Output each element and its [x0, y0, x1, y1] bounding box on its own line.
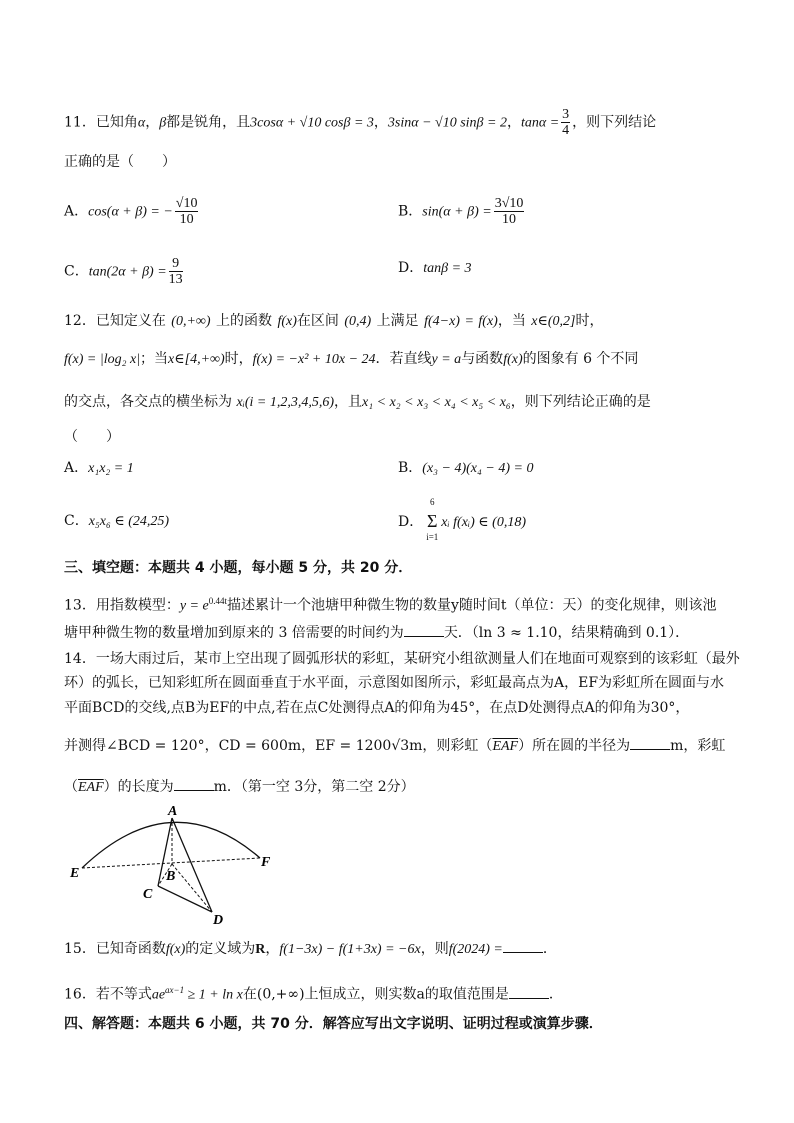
segment-CD — [158, 886, 212, 912]
q12-stem-line2: f(x) = |log₂ x|；当x∈[4,+∞)时，f(x) = −x² + 10x − 24．若直线y = a与函数f(x)的图象有 6 个不同 — [64, 351, 639, 367]
label-B: B — [166, 869, 176, 884]
q16-line: 16．若不等式$ae^{ax-1} \ge 1 + \ln x$在(0,+∞)上恒成立，则实数a的取值范围是 ． — [64, 985, 563, 1003]
q11-option-b[interactable]: B．sin(α + β) = $\frac{3√10}{10}$ — [398, 196, 524, 227]
q15-answer-blank[interactable] — [503, 938, 543, 953]
q14-line5: $(\overline{EAF})$的长度为 m．（第一空 3分，第二空 2分） — [64, 776, 415, 798]
rainbow-diagram — [62, 804, 282, 929]
q11-tan-fraction: $\frac{3}{4}$ — [562, 107, 570, 138]
q11-option-d[interactable]: D．tanβ = 3 — [398, 260, 472, 276]
label-A: A — [168, 804, 178, 819]
section-3-heading: 三、填空题：本题共 4 小题，每小题 5 分，共 20 分． — [64, 560, 413, 576]
q12-stem-line1: 12．已知定义在 (0,+∞) 上的函数 f(x)在区间 (0,4) 上满足 f(4−x) = f(x)，当 x∈(0,2]时， — [64, 313, 604, 329]
q14-line1: 14．一场大雨过后，某市上空出现了圆弧形状的彩虹，某研究小组欲测量人们在地面可观察到的该彩虹（最外 — [64, 651, 740, 667]
q11-stem-line2: 正确的是（ ） — [64, 154, 176, 170]
q12-option-c[interactable]: C．x₅x₆ ∈ (24,25) — [64, 513, 170, 529]
q11-option-a[interactable]: A．cos(α + β) = − $\frac{√10}{10}$ — [64, 196, 198, 227]
arc-notation: $\overline{EAF}$ — [492, 739, 519, 754]
label-C: C — [143, 887, 153, 902]
q14-radius-blank[interactable] — [630, 735, 670, 750]
q12-stem-line3: 的交点，各交点的横坐标为 xᵢ(i = 1,2,3,4,5,6)，且x₁ < x₂ < x₃ < x₄ < x₅ < x₆，则下列结论正确的是 — [64, 394, 651, 410]
label-F: F — [261, 855, 271, 870]
q15-line: 15．已知奇函数f(x)的定义域为R，f(1−3x) − f(1+3x) = −6x，则f(2024) = ． — [64, 938, 557, 960]
q14-line2: 环）的弧长，已知彩虹所在圆面垂直于水平面，示意图如图所示，彩虹最高点为A，EF为彩虹所在圆面与水 — [64, 675, 725, 691]
q11-equation-1: 3cosα + √10 cosβ = 3 — [250, 115, 374, 131]
section-4-heading: 四、解答题：本题共 6 小题，共 70 分．解答应写出文字说明、证明过程或演算步骤． — [64, 1016, 603, 1032]
label-E: E — [70, 866, 80, 881]
segment-BD — [172, 864, 212, 912]
q14-length-blank[interactable] — [174, 776, 214, 791]
label-D: D — [213, 913, 224, 928]
q11-option-c[interactable]: C．tan(2α + β) = $\frac{9}{13}$ — [64, 256, 183, 287]
q12-option-d[interactable]: D． 6 Σ i=1 xᵢ f(xᵢ) ∈ (0,18) — [398, 497, 526, 542]
q12-option-a[interactable]: A．x₁x₂ = 1 — [64, 460, 134, 476]
q16-answer-blank[interactable] — [509, 984, 549, 999]
q11-equation-2: 3sinα − √10 sinβ = 2 — [387, 115, 507, 131]
q14-line4: 并测得∠BCD = 120°，CD = 600m，EF = 1200√3m，则彩虹$(\overline{EAF})$所在圆的半径为 m，彩虹 — [64, 735, 725, 757]
q13-answer-blank[interactable] — [404, 622, 444, 637]
summation-symbol: 6 Σ i=1 — [426, 497, 439, 542]
q12-option-b[interactable]: B．(x₃ − 4)(x₄ − 4) = 0 — [398, 460, 534, 476]
arc-notation: $\overline{EAF}$ — [78, 780, 104, 795]
q12-stem-line4: （ ） — [64, 429, 120, 445]
q11-stem-line1: 11．已知角α，β都是锐角，且3cosα + √10 cosβ = 3，3sinα − √10 sinβ = 2，tanα = $\frac{3}{4}$ ，则下列结论 — [64, 107, 657, 138]
q13-line2: 塘甲种微生物的数量增加到原来的 3 倍需要的时间约为 天．（ln 3 ≈ 1.10，结果精确到 0.1）． — [64, 622, 689, 643]
q14-line3: 平面BCD的交线,点B为EF的中点,若在点C处测得点A的仰角为45°，在点D处测得点A的仰角为30°， — [64, 700, 690, 716]
segment-AD — [172, 818, 212, 912]
rainbow-arc — [82, 822, 260, 868]
q13-line1: 13．用指数模型：$y = e^{0.44t}$描述累计一个池塘甲种微生物的数量y随时间t（单位：天）的变化规律，则该池 — [64, 596, 717, 614]
